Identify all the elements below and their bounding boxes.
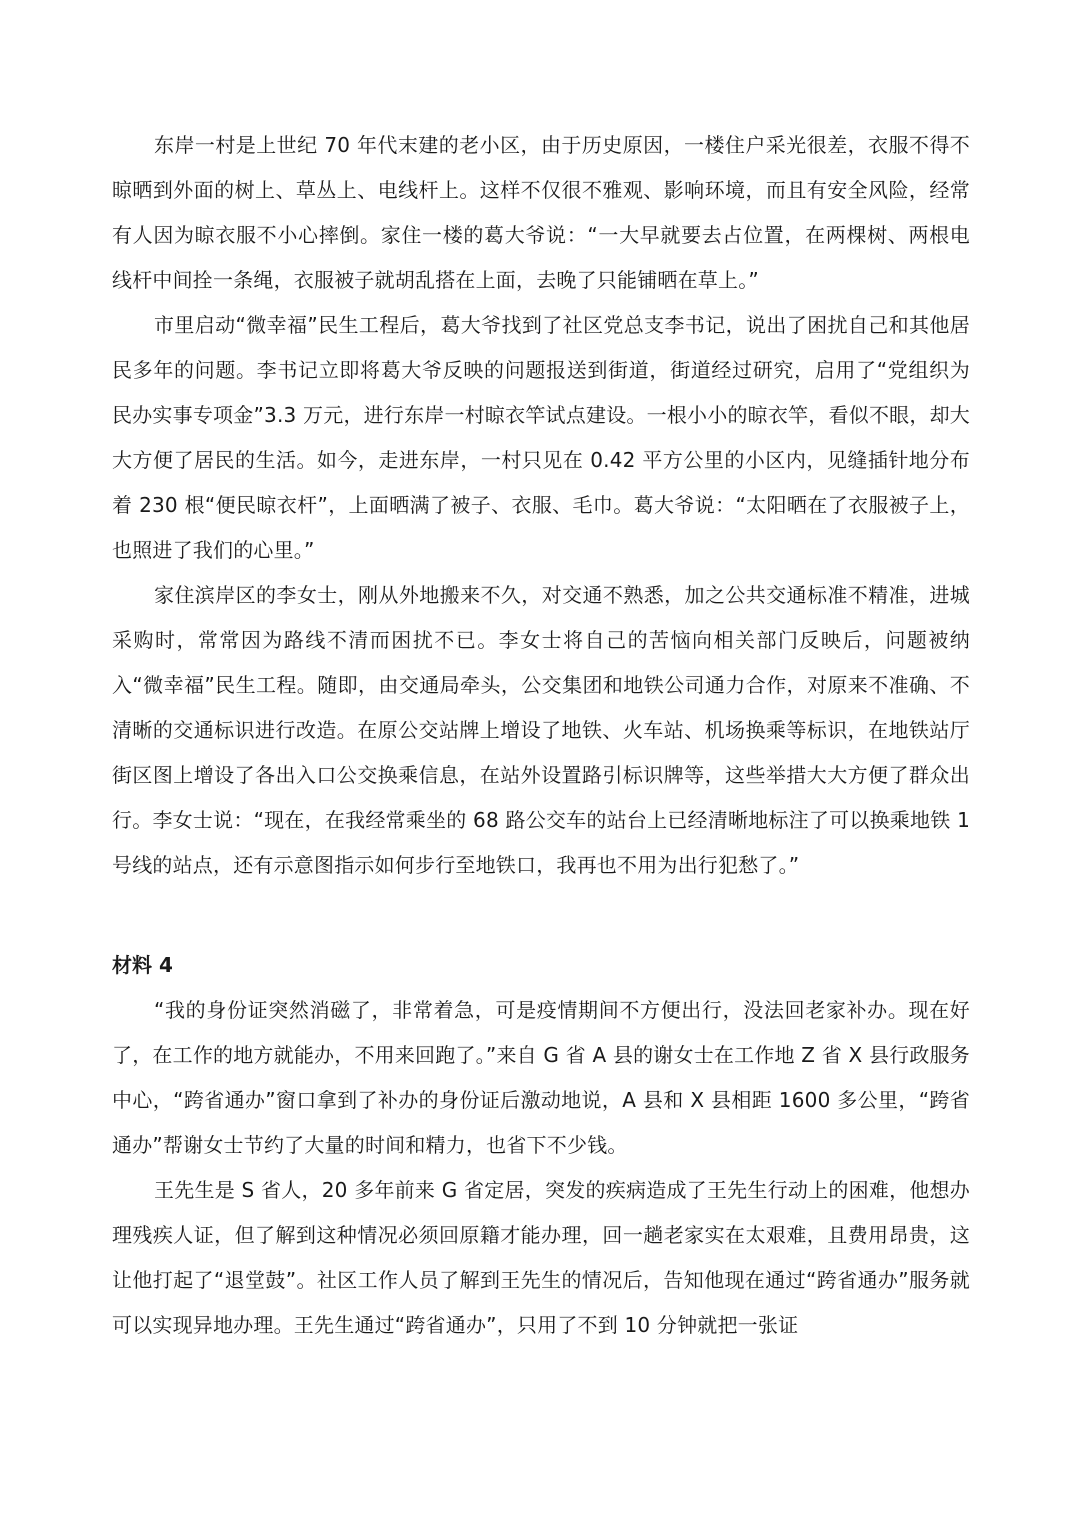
paragraph-traffic-signs: 家住滨岸区的李女士，刚从外地搬来不久，对交通不熟悉，加之公共交通标准不精准，进城采购时，常常因为路线不清而困扰不已。李女士将自己的苦恼向相关部门反映后，问题被纳入“微幸福”民生工程。随即，由交通局牵头，公交集团和地铁公司通力合作，对原来不准确、不清晰的交通标识进行改造。在原公交站牌上增设了地铁、火车站、机场换乘等标识，在地铁站厅街区图上增设了各出入口公交换乘信息，在站外设置路引标识牌等，这些举措大大方便了群众出行。李女士说：“现在，在我经常乘坐的 68 路公交车的站台上已经清晰地标注了可以换乘地铁 1 号线的站点，还有示意图指示如何步行至地铁口，我再也不用为出行犯愁了。” (112, 583, 970, 877)
section-heading: 材料 4 (112, 953, 173, 977)
paragraph-micro-happiness-project: 市里启动“微幸福”民生工程后，葛大爷找到了社区党总支李书记，说出了困扰自己和其他居民多年的问题。李书记立即将葛大爷反映的问题报送到街道，街道经过研究，启用了“党组织为民办实事专项金”3.3 万元，进行东岸一村晾衣竿试点建设。一根小小的晾衣竿，看似不眼，却大大方便了居民的生活。如今，走进东岸，一村只见在 0.42 平方公里的小区内，见缝插针地分布着 230 根“便民晾衣杆”，上面晒满了被子、衣服、毛巾。葛大爷说：“太阳晒在了衣服被子上，也照进了我们的心里。” (112, 313, 970, 562)
paragraph-disability-card: 王先生是 S 省人，20 多年前来 G 省定居，突发的疾病造成了王先生行动上的困难，他想办理残疾人证，但了解到这种情况必须回原籍才能办理，回一趟老家实在太艰难，且费用昂贵，这让他打起了“退堂鼓”。社区工作人员了解到王先生的情况后，告知他现在通过“跨省通办”服务就可以实现异地办理。王先生通过“跨省通办”，只用了不到 10 分钟就把一张证 (112, 1178, 970, 1337)
paragraph-drying-racks: 东岸一村是上世纪 70 年代末建的老小区，由于历史原因，一楼住户采光很差，衣服不得不晾晒到外面的树上、草丛上、电线杆上。这样不仅很不雅观、影响环境，而且有安全风险，经常有人因为晾衣服不小心摔倒。家住一楼的葛大爷说：“一大早就要去占位置，在两棵树、两根电线杆中间拴一条绳，衣服被子就胡乱搭在上面，去晚了只能铺晒在草上。” (112, 133, 970, 292)
paragraph-id-card: “我的身份证突然消磁了，非常着急，可是疫情期间不方便出行，没法回老家补办。现在好了，在工作的地方就能办，不用来回跑了。”来自 G 省 A 县的谢女士在工作地 Z 省 X 县行政服务中心，“跨省通办”窗口拿到了补办的身份证后激动地说，A 县和 X 县相距 1600 多公里，“跨省通办”帮谢女士节约了大量的时间和精力，也省下不少钱。 (112, 998, 970, 1157)
document-page (112, 123, 970, 1348)
